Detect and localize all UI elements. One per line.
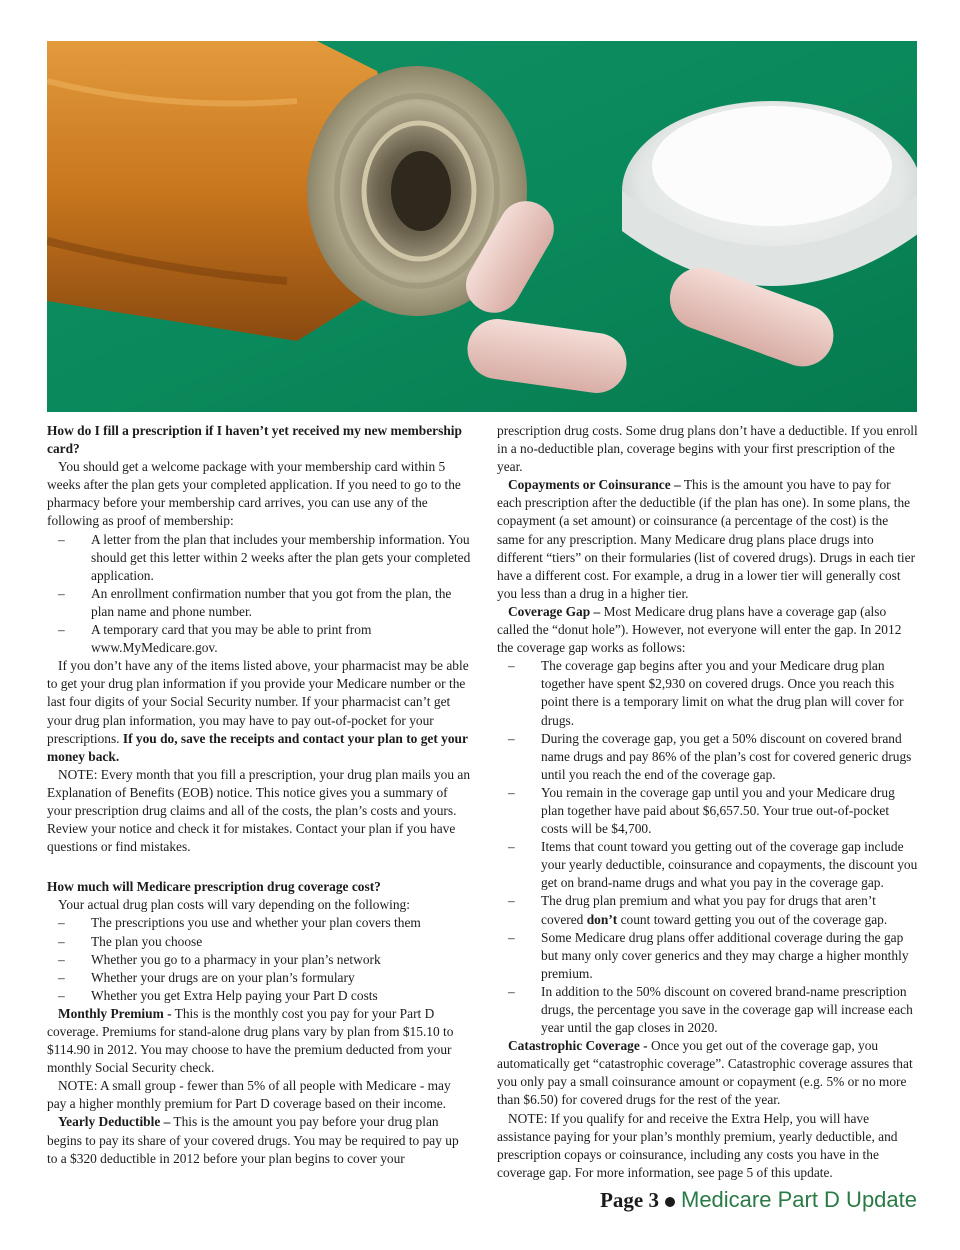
question-heading-membership: How do I fill a prescription if I haven’t yet received my new membership card? xyxy=(47,423,462,457)
publication-title: Medicare Part D Update xyxy=(681,1187,917,1212)
list-item: – Whether your drugs are on your plan’s formulary xyxy=(47,969,471,987)
list-item: – Some Medicare drug plans offer additional coverage during the gap but many only cover generics and they may charge a higher monthly premium. xyxy=(497,929,918,983)
list-item: – During the coverage gap, you get a 50% discount on covered brand name drugs and pay 86% of the plan’s cost for covered generic drugs until you reach the end of the coverage gap. xyxy=(497,730,918,784)
list-item: – The prescriptions you use and whether your plan covers them xyxy=(47,914,471,932)
page-number: Page 3 xyxy=(600,1188,659,1212)
membership-proof-list xyxy=(47,531,471,658)
left-column xyxy=(47,422,471,1168)
list-item: – The coverage gap begins after you and your Medicare drug plan together have spent $2,930 on covered drugs. Once you reach this point there is a temporary limit on what the drug plan will cover for drugs. xyxy=(497,657,918,729)
list-item: – The drug plan premium and what you pay for drugs that aren’t covered don’t count toward getting you out of the coverage gap. xyxy=(497,892,918,928)
coverage-gap-paragraph: Coverage Gap – Most Medicare drug plans have a coverage gap (also called the “donut hole”). However, not everyone will enter the gap. In 2012 the coverage gap works as follows: xyxy=(497,603,902,656)
coverage-gap-list xyxy=(497,657,918,1037)
paragraph: You should get a welcome package with your membership card within 5 weeks after the plan gets your completed application. If you need to go to the pharmacy before your membership card arrives, you can use any of the following as proof of membership: xyxy=(47,459,461,529)
copayments-paragraph: Copayments or Coinsurance – This is the amount you have to pay for each prescription after the deductible (if the plan has one). In some plans, the copayment (a set amount) or coinsurance (a percentage of the cost) is the same for any prescription. Many Medicare drug plans place drugs into different “tiers” on their formularies (list of covered drugs). Drugs in each tier have a different cost. For example, a drug in a lower tier will generally cost you less than a drug in a higher tier. xyxy=(497,477,916,601)
list-item: – A letter from the plan that includes your membership information. You should get this letter within 2 weeks after the plan gets your completed application. xyxy=(47,531,471,585)
bullet-dot-icon xyxy=(665,1197,675,1207)
yearly-deductible-paragraph: Yearly Deductible – This is the amount you pay before your drug plan begins to pay its share of your covered drugs. You may be required to pay up to a $320 deductible in 2012 before your plan begins to cover your xyxy=(47,1114,459,1166)
list-item: – Items that count toward you getting out of the coverage gap include your yearly deductible, coinsurance and copayments, the discount you get on brand-name drugs and what you pay in the coverage gap. xyxy=(497,838,918,892)
page-footer xyxy=(600,1187,917,1213)
list-item: – The plan you choose xyxy=(47,933,471,951)
note-extra-help: NOTE: If you qualify for and receive the Extra Help, you will have assistance paying for your plan’s monthly premium, yearly deductible, and prescription copays or coinsurance, including any costs you have in the coverage gap. For more information, see page 5 of this update. xyxy=(497,1110,898,1180)
list-item: – You remain in the coverage gap until you and your Medicare drug plan together have paid about $6,657.50. Your true out-of-pocket costs will be $4,700. xyxy=(497,784,918,838)
cost-factor-list xyxy=(47,914,471,1004)
money-pill-bottle-photo xyxy=(47,41,917,412)
paragraph: If you don’t have any of the items listed above, your pharmacist may be able to get your drug plan information if you provide your Medicare number or the last four digits of your Social Security number. If your pharmacist can’t get your drug plan information, you may have to pay out-of-pocket for your prescriptions. If you do, save the receipts and contact your plan to get your money back. xyxy=(47,658,469,764)
list-item: – Whether you go to a pharmacy in your plan’s network xyxy=(47,951,471,969)
paragraph: Your actual drug plan costs will vary depending on the following: xyxy=(58,897,410,913)
monthly-premium-paragraph: Monthly Premium - This is the monthly cost you pay for your Part D coverage. Premiums for stand-alone drug plans vary by plan from $15.10 to $114.90 in 2012. You may choose to have the premium deducted from your monthly Social Security check. xyxy=(47,1005,454,1076)
list-item: – Whether you get Extra Help paying your Part D costs xyxy=(47,987,471,1005)
note-income: NOTE: A small group - fewer than 5% of all people with Medicare - may pay a higher monthly premium for Part D coverage based on their income. xyxy=(47,1078,451,1112)
list-item: – In addition to the 50% discount on covered brand-name prescription drugs, the percentage you save in the coverage gap will increase each year until the gap closes in 2020. xyxy=(497,983,918,1037)
catastrophic-coverage-paragraph: Catastrophic Coverage - Once you get out of the coverage gap, you automatically get “catastrophic coverage”. Catastrophic coverage assures that you only pay a small coinsurance amount or copayment (e.g. 5% or no more than $6.50) for covered drugs for the rest of the year. xyxy=(497,1038,913,1108)
question-heading-cost: How much will Medicare prescription drug coverage cost? xyxy=(47,879,381,895)
list-item: – A temporary card that you may be able to print from www.MyMedicare.gov. xyxy=(47,621,471,657)
paragraph: prescription drug costs. Some drug plans don’t have a deductible. If you enroll in a no-deductible plan, coverage begins with your first prescription of the year. xyxy=(497,423,918,475)
note-eob: NOTE: Every month that you fill a prescription, your drug plan mails you an Explanation of Benefits (EOB) notice. This notice gives you a summary of your prescription drug claims and all of the costs, the plan’s costs and yours. Review your notice and check it for mistakes. Contact your plan if you have questions or find mistakes. xyxy=(47,766,471,855)
list-item: – An enrollment confirmation number that you got from the plan, the plan name and phone number. xyxy=(47,585,471,621)
header-photo xyxy=(47,41,917,412)
right-column xyxy=(497,422,918,1182)
